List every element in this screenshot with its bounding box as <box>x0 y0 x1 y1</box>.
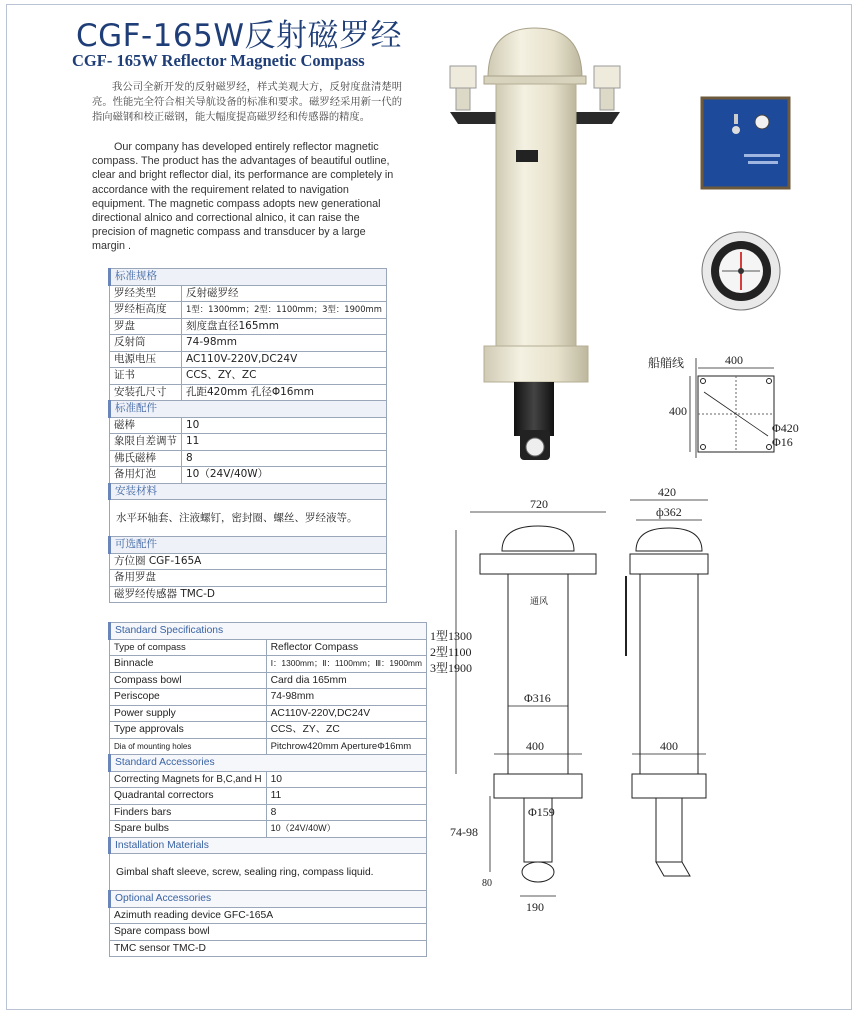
name-plate <box>516 150 538 162</box>
en-specs-title: Standard Specifications <box>110 623 427 640</box>
acc-key: 佛氏磁棒 <box>110 450 182 467</box>
panel-label-line <box>748 161 778 164</box>
acc-value: 10（24V/40W） <box>182 467 387 484</box>
panel-label-line <box>744 154 780 157</box>
corrector-box-left <box>450 66 476 88</box>
spec-value: CCS、ZY、ZC <box>266 722 426 739</box>
table-row <box>110 804 427 821</box>
bottom-height-label: 80 <box>482 878 492 889</box>
spec-key: 证书 <box>110 368 182 385</box>
table-row <box>110 656 427 673</box>
acc-value: 11 <box>182 434 387 451</box>
en-acc-title: Standard Accessories <box>110 755 427 772</box>
side-dome <box>636 528 702 551</box>
front-base <box>494 774 582 798</box>
acc-key: Correcting Magnets for B,C,and H <box>110 771 267 788</box>
cn-opt-title: 可选配件 <box>110 537 387 554</box>
acc-key: 备用灯泡 <box>110 467 182 484</box>
table-row <box>110 450 387 467</box>
spec-key: Type of compass <box>110 639 267 656</box>
acc-value: 8 <box>266 804 426 821</box>
acc-value: 10 <box>266 771 426 788</box>
compass-pivot <box>738 268 744 274</box>
opt-item: TMC sensor TMC-D <box>110 940 427 957</box>
side-base <box>632 774 706 798</box>
dimmer-knob <box>755 115 769 129</box>
spec-value: Reflector Compass <box>266 639 426 656</box>
table-row <box>110 285 387 302</box>
dim-side-width: 420 <box>658 485 676 499</box>
spec-value: AC110V-220V,DC24V <box>266 705 426 722</box>
periscope-dim-label: 74-98 <box>450 825 478 839</box>
spec-value: Ⅰ：1300mm；Ⅱ：1100mm；Ⅲ：1900mm <box>266 656 426 673</box>
periscope-eyepiece <box>522 862 554 882</box>
acc-value: 8 <box>182 450 387 467</box>
spec-key: 罗经柜高度 <box>110 302 182 319</box>
hole-dia-label: Φ16 <box>772 435 793 449</box>
cn-acc-title: 标准配件 <box>110 401 387 418</box>
side-periscope <box>656 798 682 862</box>
spec-value: 1型：1300mm；2型：1100mm；3型：1900mm <box>182 302 387 319</box>
mounting-hole <box>701 445 706 450</box>
tube-dia-label: Φ159 <box>528 805 555 819</box>
table-row <box>110 639 427 656</box>
dim-side-foot: 400 <box>660 739 678 753</box>
mounting-hole <box>767 379 772 384</box>
height-type-2: 2型1100 <box>430 645 472 659</box>
install-text: 水平环轴套、注液螺钉，密封圈、螺丝、罗经液等。 <box>110 500 387 537</box>
list-item <box>110 924 427 941</box>
spec-key: 罗经类型 <box>110 285 182 302</box>
table-row <box>110 351 387 368</box>
title-chinese: CGF-165W反射磁罗经 <box>76 18 403 54</box>
acc-key: 磁棒 <box>110 417 182 434</box>
mounting-hole <box>767 445 772 450</box>
opt-item: Azimuth reading device GFC-165A <box>110 907 427 924</box>
acc-key: Quadrantal correctors <box>110 788 267 805</box>
spec-key: Periscope <box>110 689 267 706</box>
cn-specs-title: 标准规格 <box>110 269 387 286</box>
compass-card-photo <box>700 230 782 312</box>
table-row <box>110 335 387 352</box>
spec-value: CCS、ZY、ZC <box>182 368 387 385</box>
side-eyepiece <box>656 862 690 876</box>
column-dia-label: Φ316 <box>524 691 551 705</box>
fuse-holder <box>732 126 740 134</box>
table-row <box>110 368 387 385</box>
table-row <box>110 788 427 805</box>
vent-label: 通风 <box>530 596 549 606</box>
list-item <box>110 586 387 603</box>
en-opt-title: Optional Accessories <box>110 891 427 908</box>
table-row <box>110 500 387 537</box>
table-row <box>110 705 427 722</box>
en-spec-table <box>108 622 427 957</box>
table-row <box>110 384 387 401</box>
table-row <box>110 821 427 838</box>
dim-front-width: 720 <box>530 497 548 511</box>
acc-value: 11 <box>266 788 426 805</box>
dim-base-width: 400 <box>725 353 743 367</box>
spec-value: 反射磁罗经 <box>182 285 387 302</box>
acc-key: Finders bars <box>110 804 267 821</box>
spec-key: Binnacle <box>110 656 267 673</box>
table-row <box>110 318 387 335</box>
mounting-hole <box>701 379 706 384</box>
front-head <box>480 554 596 574</box>
list-item <box>110 570 387 587</box>
binnacle-column <box>496 84 576 346</box>
spec-value: Card dia 165mm <box>266 672 426 689</box>
opt-item: 方位圈 CGF-165A <box>110 553 387 570</box>
keel-line-label: 船艏线 <box>648 356 685 370</box>
install-text: Gimbal shaft sleeve, screw, sealing ring, compass liquid. <box>110 854 427 891</box>
acc-key: 象限自差调节 <box>110 434 182 451</box>
table-row <box>110 771 427 788</box>
table-row <box>110 689 427 706</box>
spec-key: 电源电压 <box>110 351 182 368</box>
intro-chinese: 我公司全新开发的反射磁罗经，样式美观大方，反射度盘清楚明亮。性能完全符合相关导航设备的标准和要求。磁罗经采用新一代的指向磁钢和校正磁钢，能大幅度提高磁罗经和传感器的精度。 <box>92 81 402 123</box>
spec-key: 安装孔尺寸 <box>110 384 182 401</box>
intro-english: Our company has developed entirely reflector magnetic compass. The product has the advantages of beautiful outline, clear and bright reflector dial, its performance are completely in accordance with the requirement related to navigation equipment. The magnetic compass adopts new generational directional alnico and correctional alnico, it can raise the precision of magnetic compass and transducer by a large margin . <box>92 141 394 253</box>
technical-drawing <box>420 346 820 916</box>
cn-install-title: 安装材料 <box>110 483 387 500</box>
control-box-panel <box>702 98 789 188</box>
table-row <box>110 738 427 755</box>
acc-value: 10 <box>182 417 387 434</box>
table-row <box>110 467 387 484</box>
bottom-width-label: 190 <box>526 900 544 914</box>
spec-value: 孔距420mm 孔径Φ16mm <box>182 384 387 401</box>
acc-key: Spare bulbs <box>110 821 267 838</box>
table-row <box>110 417 387 434</box>
front-dome <box>502 526 574 551</box>
spec-value: 刻度盘直径165mm <box>182 318 387 335</box>
spec-key: Type approvals <box>110 722 267 739</box>
dome-ring <box>484 76 586 84</box>
table-row <box>110 302 387 319</box>
dim-base-height: 400 <box>669 404 687 418</box>
list-item <box>110 907 427 924</box>
list-item <box>110 553 387 570</box>
opt-item: Spare compass bowl <box>110 924 427 941</box>
spec-key: Compass bowl <box>110 672 267 689</box>
opt-item: 磁罗经传感器 TMC-D <box>110 586 387 603</box>
opt-item: 备用罗盘 <box>110 570 387 587</box>
height-type-1: 1型1300 <box>430 629 473 643</box>
corrector-post-left <box>456 88 470 110</box>
spec-key: Power supply <box>110 705 267 722</box>
corrector-post-right <box>600 88 614 110</box>
spec-value: Pitchrow420mm AperturеΦ16mm <box>266 738 426 755</box>
compass-dome <box>488 28 582 78</box>
control-box-photo <box>700 96 791 190</box>
dim-front-foot: 400 <box>526 739 544 753</box>
en-install-title: Installation Materials <box>110 837 427 854</box>
title-english: CGF- 165W Reflector Magnetic Compass <box>72 51 365 70</box>
table-row <box>110 434 387 451</box>
spec-key: 反射筒 <box>110 335 182 352</box>
list-item <box>110 940 427 957</box>
side-head <box>630 554 708 574</box>
table-row <box>110 722 427 739</box>
table-row <box>110 672 427 689</box>
height-type-3: 3型1900 <box>430 661 473 675</box>
corrector-box-right <box>594 66 620 88</box>
dim-side-dome: ф362 <box>656 505 682 519</box>
acc-value: 10（24V/40W） <box>266 821 426 838</box>
spec-key: Dia of mounting holes <box>110 738 267 755</box>
hole-pitch-label: Φ420 <box>772 421 799 435</box>
cn-spec-table <box>108 268 387 603</box>
toggle-switch <box>734 114 738 124</box>
spec-value: 74-98mm <box>266 689 426 706</box>
spec-value: 74-98mm <box>182 335 387 352</box>
table-row <box>110 854 427 891</box>
spec-key: 罗盘 <box>110 318 182 335</box>
spec-value: AC110V-220V,DC24V <box>182 351 387 368</box>
